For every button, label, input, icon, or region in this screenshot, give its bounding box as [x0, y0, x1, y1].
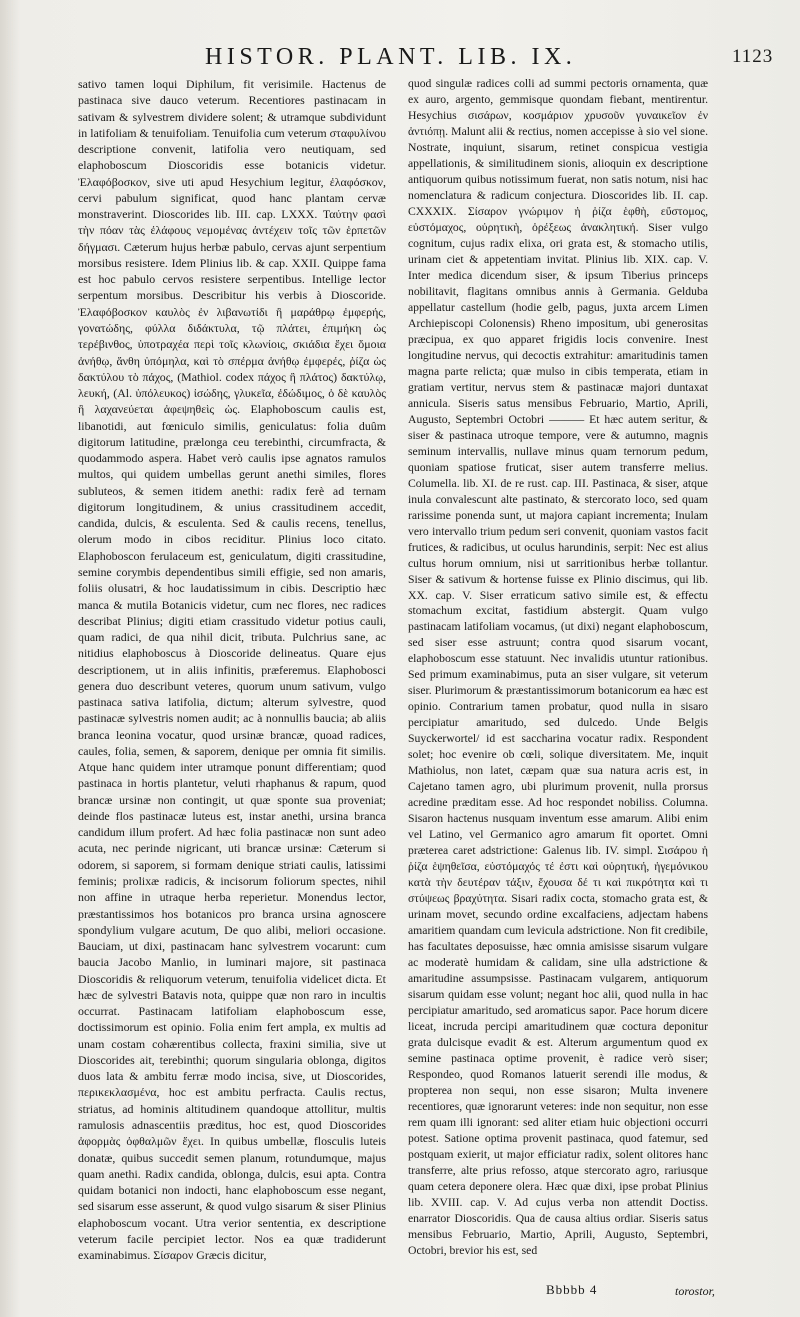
- left-column-text: sativo tamen loqui Diphilum, fit verisimile. Hactenus de pastinaca sive dauco veterum. Recentiores pastinacam in sativam & sylvestrem dividere solent; & utramque subdividunt in latifoliam & tenuifoliam. Tenuifolia cum veterum σταφυλίνου descriptione convenit, latifolia vero neutiquam, sed elaphoboscum Dioscoridis esse botanicis videtur. Ἐλαφόβοσκον, sive uti apud Hesychium legitur, ἐλαφόσκον, cervi pabulum significat, quod hanc plantam cervæ monstraverint. Dioscorides lib. III. cap. LXXX. Ταύτην φασὶ τὴν πόαν τὰς ἐλάφους νεμομένας ἀντέχειν τοῖς τῶν ἑρπετῶν δήγμασι. Cæterum hujus herbæ pabulo, cervas ajunt serpentium morsibus resistere. Idem Plinius lib. & cap. XXII. Quippe fama est hoc pabulo cervos resistere serpentibus. Intellige lector serpentum morsibus. Describitur his verbis à Dioscoride. Ἐλαφόβοσκον καυλὸς ἐν λιβανωτίδι ἢ μαράθρῳ ἐμφερής, γονατώδης, φύλλα διδάκτυλα, τῷ πλάτει, ἐπιμήκη ὡς τερέβινθος, ὑποτραχέα περὶ τοῖς κλωνίοις, σκιάδια ἔχει ὅμοια ἀνήθῳ, ἄνθη ὑπόμηλα, καὶ τὸ σπέρμα ἀνήθῳ ἐμφερές, ῥίζα ὡς δακτύλου τὸ πάχος, (Mathiol. codex πάχος ἢ πλάτος) δακτύλῳ, λευκή, (Al. ὑπόλευκος) ἰσώδης, γλυκεῖα, ἐδώδιμος, ὁ δὲ καυλὸς ἢ λαχανεύεται ἀφεψηθεὶς ὡς. Elaphoboscum caulis est, libanotidi, aut fœniculo similis, geniculatus: folia duûm digitorum latitudine, prælonga ceu terebinthi, circumfracta, & quodammodo aspera. Habet verò caulis ipse agnatos ramulos multos, qui quidem umbellas gerunt anethi similes, flores subluteos, & semen itidem anethi: radix ferè ad ternam digitorum longitudinem, & unius crassitudinem accedit, candida, dulcis, & esculenta. Sed & caulis recens, tenellus, olerum modo in cibos reciditur. Plinius loco citato. Elaphoboscon ferulaceum est, geniculatum, digiti crassitudine, semine corymbis dependentibus simili effigie, sed non amaris, foliis olusatri, & hoc laudatissimum in cibis. Descriptio hæc manca & mutila Botanicis videtur, cum nec flores, nec radices describat Plinius; digiti etiam crassitudo videtur potius cauli, quam radici, de qua nihil dicit, tributa. Pulchrius sane, ac nitidius elaphoboscus à Dioscoride delineatus. Quare ejus descriptionem, ut in aliis infinitis, præferemus. Elaphobosci genera duo describunt veteres, quorum unum sativum, vulgo pastinaca sativa latifolia, dictum; alterum sylvestre, quod pastinacæ sylvestris nomen audit; ac à nonnullis baucia; ab aliis branca leonina vocatur, quod ursinæ brancæ, quoad radices, caules, folia, semen, & saporem, denique per omnia fit similis. Atque hanc quidem inter utramque ponunt differentiam; quod pastinaca in hortis plantetur, veluti rhaphanus & rapum, quod brancæ ursinæ non contingit, ut quæ sponte sua proveniat; deinde flos pastinacæ luteus est, instar anethi, ursina branca candidum illum profert. Ad hæc folia pastinacæ non sunt adeo acuta, nec perinde nigricant, uti brancæ ursinæ: Cæterum si odorem, si saporem, si formam denique striati caulis, latissimi feminis; prolixæ radicis, & incisorum foliorum spectes, nihil non affine in utraque herba reperietur. Monendus lector, præstantissimos hos botanicos pro branca ursina agnoscere spondylium vulgare acutum, De quo alibi, meliori occasione. Bauciam, ut dixi, pastinacam hanc sylvestrem vocarunt: cum baucia Jacobo Manlio, in luminari majore, sit pastinaca Dioscoridis & reliquorum veterum, tenuifolia videlicet dicta. Et hæc de sylvestri Batavis nota, quippe quæ non raro in incultis occurrat. Pastinacam latifoliam elaphoboscum esse, doctissimorum est opinio. Folia enim fert ampla, ex multis ad unam costam cohærentibus collecta, fraxini similia, sive ut Dioscorides ait, terebinthi; quorum singularia oblonga, digitos duos lata & ambitu ferræ modo incisa, sive, ut Dioscorides, περικεκλασμένα, hoc est ambitu perfracta. Caulis rectus, striatus, ad hominis altitudinem quandoque attollitur, multis ramulosis adnascentiis præditus, hoc est, quod Dioscorides ἀφορμὰς ὀφθαλμῶν ἔχει. In quibus umbellæ, flosculis luteis donatæ, quibus succedit semen planum, rotundumque, majus quam anethi. Radix candida, oblonga, dulcis, esui apta. Contra quidam botanici non indocti, hanc elaphoboscum esse negant, sed sisarum esse asserunt, & quod vulgo sisarum & siser Plinius elaphoboscum vocant. Utra verior sententia, ex descriptione veterum facile percipiet lector. Nos ea quæ tradiderunt examinabimus. Σίσαρον Græcis dicitur,: [78, 77, 386, 1263]
- catchword: torostor,: [675, 1284, 715, 1298]
- right-column: [408, 76, 708, 1259]
- page-header: [0, 44, 800, 72]
- running-head: HISTOR. PLANT. LIB. IX.: [205, 44, 577, 70]
- signature-mark: Bbbbb 4: [546, 1282, 598, 1297]
- right-column-text: quod singulæ radices colli ad summi pectoris ornamenta, quæ ex auro, argento, gemmisque quondam fiebant, mentirentur. Hesychius σισάρων, κοσμάριον χρυσοῦν γυναικεῖον ἐν ἀντιόπῃ. Malunt alii & rectius, nomen accepisse à sio vel sione. Nostrate, inquiunt, sisarum, retinet conspicua vestigia appellationis, & similitudinem sionis, alioquin ex descriptione antiquorum quibus notissimum fuerat, non satis notum, nisi hac nomenclatura & radicum conjectura. Dioscorides lib. II. cap. CXXXIX. Σίσαρον γνώριμον ἡ ῥίζα ἑφθὴ, εὔστομος, εὐστόμαχος, οὐρητικὴ, ὀρέξεως ἀνακλητική. Siser vulgo cognitum, cujus radix elixa, ori grata est, & stomacho utilis, urinam ciet & appetentiam invitat. Plinius lib. XIX. cap. V. Inter medica dicendum siser, & ipsum Tiberius princeps nobilitavit, flagitans omnibus annis à Germania. Gelduba appellatur castellum (hodie gelb, pagus, juxta arcem Limen Archiepiscopi Colonensis) Rheno impositum, ubi generositas præcipua, ex quo apparet frigidis locis convenire. Inest longitudine nervus, qui decoctis extrahitur: amaritudinis tamen magna parte relicta; quæ mulso in cibis temperata, etiam in gratiam vertitur, nervus stem & pastinacæ majori duntaxat annicula. Siseris satus mensibus Februario, Martio, Aprili, Augusto, Septembri Octobri ——— Et hæc autem seritur, & siser & pastinaca utroque tempore, vere & autumno, magnis seminum intervallis, nullave minus quam ternorum pedum, quoniam spatiose fruticat, siser autem transferre melius. Columella. lib. XI. de re rust. cap. III. Pastinaca, & siser, atque inula convalescunt alte pastinato, & stercorato loco, sed quam rarissime ponenda sunt, ut majora capiant incrementa; Inulam vero intervallo trium pedum seri convenit, quoniam vastos facit frutices, & radicibus, ut oculus harundinis, serpit: Nec est alius cultus horum omnium, nisi ut sarritionibus herbæ tollantur. Siser & sativum & hortense fuisse ex Plinio discimus, qui lib. XX. cap. V. Siser erraticum sativo simile est, & effectu stomachum excitat, fastidium abstergit. Quam vulgo pastinacam latifoliam vocamus, (ut dixi) negant elaphoboscum, sed siser esse astruunt; contra quod sisarum vocant, elaphoboscum esse statuunt. Nec invalidis utuntur rationibus. Sed primum examinabimus, puta an siser vulgare, sit veterum siser. Plurimorum & præstantissimorum botanicorum ea hæc est opinio. Contrarium tamen probatur, quod nulla in sisaro percipiatur amaritudo, sed dulcedo. Unde Belgis Suyckerwortel/ id est saccharina vocatur radix. Respondent solet; hoc evenire ob cœli, solique diversitatem. Me, inquit Mathiolus, non latet, cæpam quæ sua natura acris est, in Cajetano tamen agro, ubi plurimum provenit, nulla prorsus acredine præditam esse. Ad hoc respondet nobiliss. Columna. Sisaron hactenus nusquam inventum esse amarum. Alibi enim vel Latino, vel Germanico agro amarum fit oportet. Omni præterea caret adstrictione: Galenus lib. IV. simpl. Σισάρου ἡ ῥίζα ἑψηθεῖσα, εὐστόμαχός τέ ἐστι καὶ οὐρητική, ἡγεμόνικου κατὰ τὴν δευτέραν τάξιν, ἔχουσα δέ τι καὶ πικρότητα καὶ τι στύψεως βραχύτητα. Sisari radix cocta, stomacho grata est, & urinam movet, secundo ordine excalfaciens, adjectam habens amaritiem quandam cum levicula adstrictione. Non fit credibile, has facultates deposuisse, hæc omnia amisisse sisarum vulgare ac moderatè humidam & calidam, sine ulla adstrictione & amaritudine assumpsisse. Pastinacam vulgarem, antiquorum sisarum quidam esse volunt; negant hoc alii, quod nulla in hac percipiatur amaritudo, sed aromaticus sapor. Pace horum dicere liceat, incruda percipi amaritudinem quæ coctura deponitur grata dulcisque evadit & est. Alterum argumentum quod ex semine pastinaca optime provenit, è radice verò siser; Respondeo, quod Romanos latuerit serendi ille modus, & propterea non sequi, non esse sisaron; Multa invenere recentiores, quæ ignorarunt veteres: inde non sequitur, non esse rem quam illi ignorant: sed aliter etiam huic objectioni occurri potest. Satione optima provenit pastinaca, quod fatemur, sed postquam exierit, ut major efficiatur radix, solent olitores hanc transferre, alte prius refosso, atque stercorato agro, rariusque quam cetera deponere olera. Hæc quæ dixi, ipse probat Plinius lib. XVIII. cap. V. Ad cujus verba non attendit Doctiss. enarrator Dioscoridis. Qua de causa altius ordiar. Siseris satus mensibus Februario, Martio, Aprili, Augusto, Septembri, Octobri, brevior his est, sed: [408, 77, 708, 1257]
- page-footer: [0, 1282, 800, 1302]
- page-number: 1123: [732, 46, 774, 67]
- left-column: [78, 76, 386, 1263]
